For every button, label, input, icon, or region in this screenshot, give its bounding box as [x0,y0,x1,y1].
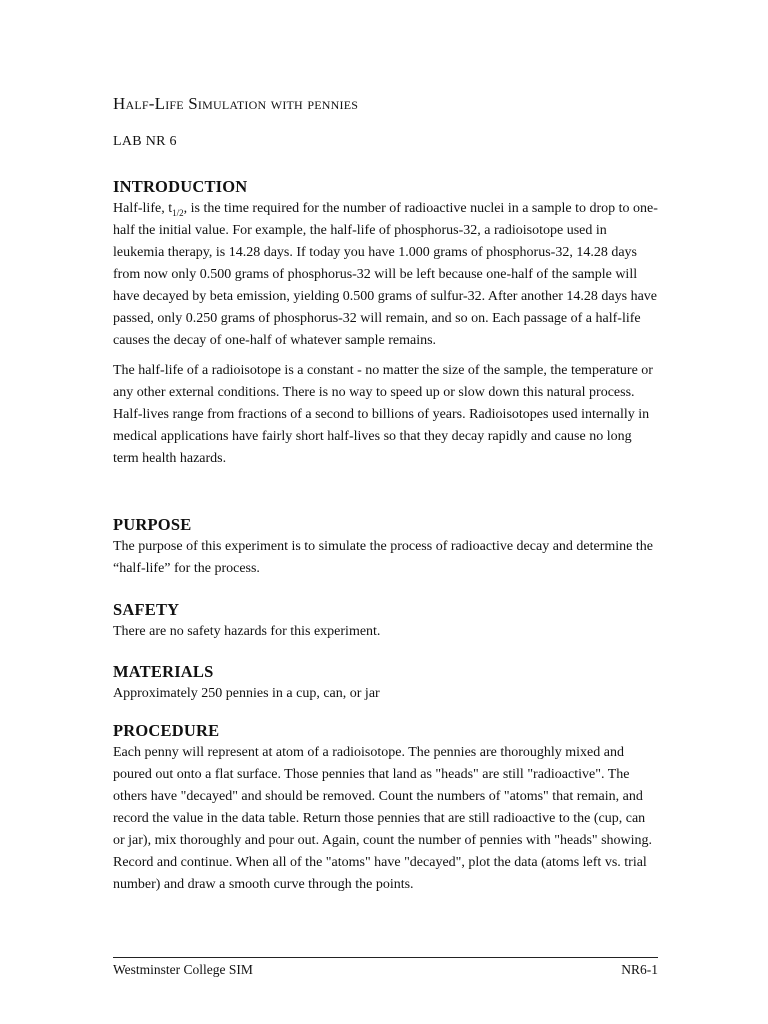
purpose-heading: PURPOSE [113,515,192,534]
materials-heading: MATERIALS [113,662,214,681]
half-life-subscript: 1/2 [172,207,184,218]
introduction-heading: INTRODUCTION [113,177,248,196]
purpose-section [113,514,658,580]
introduction-paragraph-2: The half-life of a radioisotope is a constant - no matter the size of the sample, the temperature or any other external conditions. There is no way to speed up or slow down this natural process. Half-lives range from fractions of a second to billions of years. Radioisotopes used internally in medical applications have fairly short half-lives so that they decay rapidly and cause no long term health hazards. [113,363,653,466]
purpose-text: The purpose of this experiment is to simulate the process of radioactive decay and determine the “half-life” for the process. [113,539,653,576]
introduction-paragraph-1 [113,198,658,352]
footer-page-number: NR6-1 [621,962,658,977]
safety-section [113,599,658,643]
introduction-section [113,176,658,470]
safety-heading: SAFETY [113,600,180,619]
materials-text: Approximately 250 pennies in a cup, can, or jar [113,686,380,701]
intro-p1-lead: Half-life, t [113,201,173,216]
materials-section [113,661,658,705]
procedure-section [113,720,658,896]
document-title: Half-Life Simulation with pennies [113,94,359,113]
lab-number: LAB NR 6 [113,134,177,149]
footer-institution: Westminster College SIM [113,962,253,977]
procedure-text: Each penny will represent at atom of a radioisotope. The pennies are thoroughly mixed and poured out onto a flat surface. Those pennies that land as "heads" are still "radioactive". The others have "decayed" and should be removed. Count the numbers of "atoms" that remain, and record the value in the data table. Return those pennies that are still radioactive to the (cup, can or jar), mix thoroughly and pour out. Again, count the number of pennies with "heads" showing. Record and continue. When all of the "atoms" have "decayed", plot the data (atoms left vs. trial number) and draw a smooth curve through the points. [113,745,653,892]
intro-p1-rest: , is the time required for the number of radioactive nuclei in a sample to drop to one-half the initial value. For example, the half-life of phosphorus-32, a radioisotope used in leukemia therapy, is 14.28 days. If today you have 1.000 grams of phosphorus-32, 14.28 days from now only 0.500 grams of phosphorus-32 will be left because one-half of the sample will have decayed by beta emission, yielding 0.500 grams of sulfur-32. After another 14.28 days have passed, only 0.250 grams of phosphorus-32 will remain, and so on. Each passage of a half-life causes the decay of one-half of whatever sample remains. [113,201,658,348]
safety-text: There are no safety hazards for this experiment. [113,624,381,639]
document-page [113,0,658,1024]
procedure-heading: PROCEDURE [113,721,220,740]
footer-divider [113,957,658,958]
